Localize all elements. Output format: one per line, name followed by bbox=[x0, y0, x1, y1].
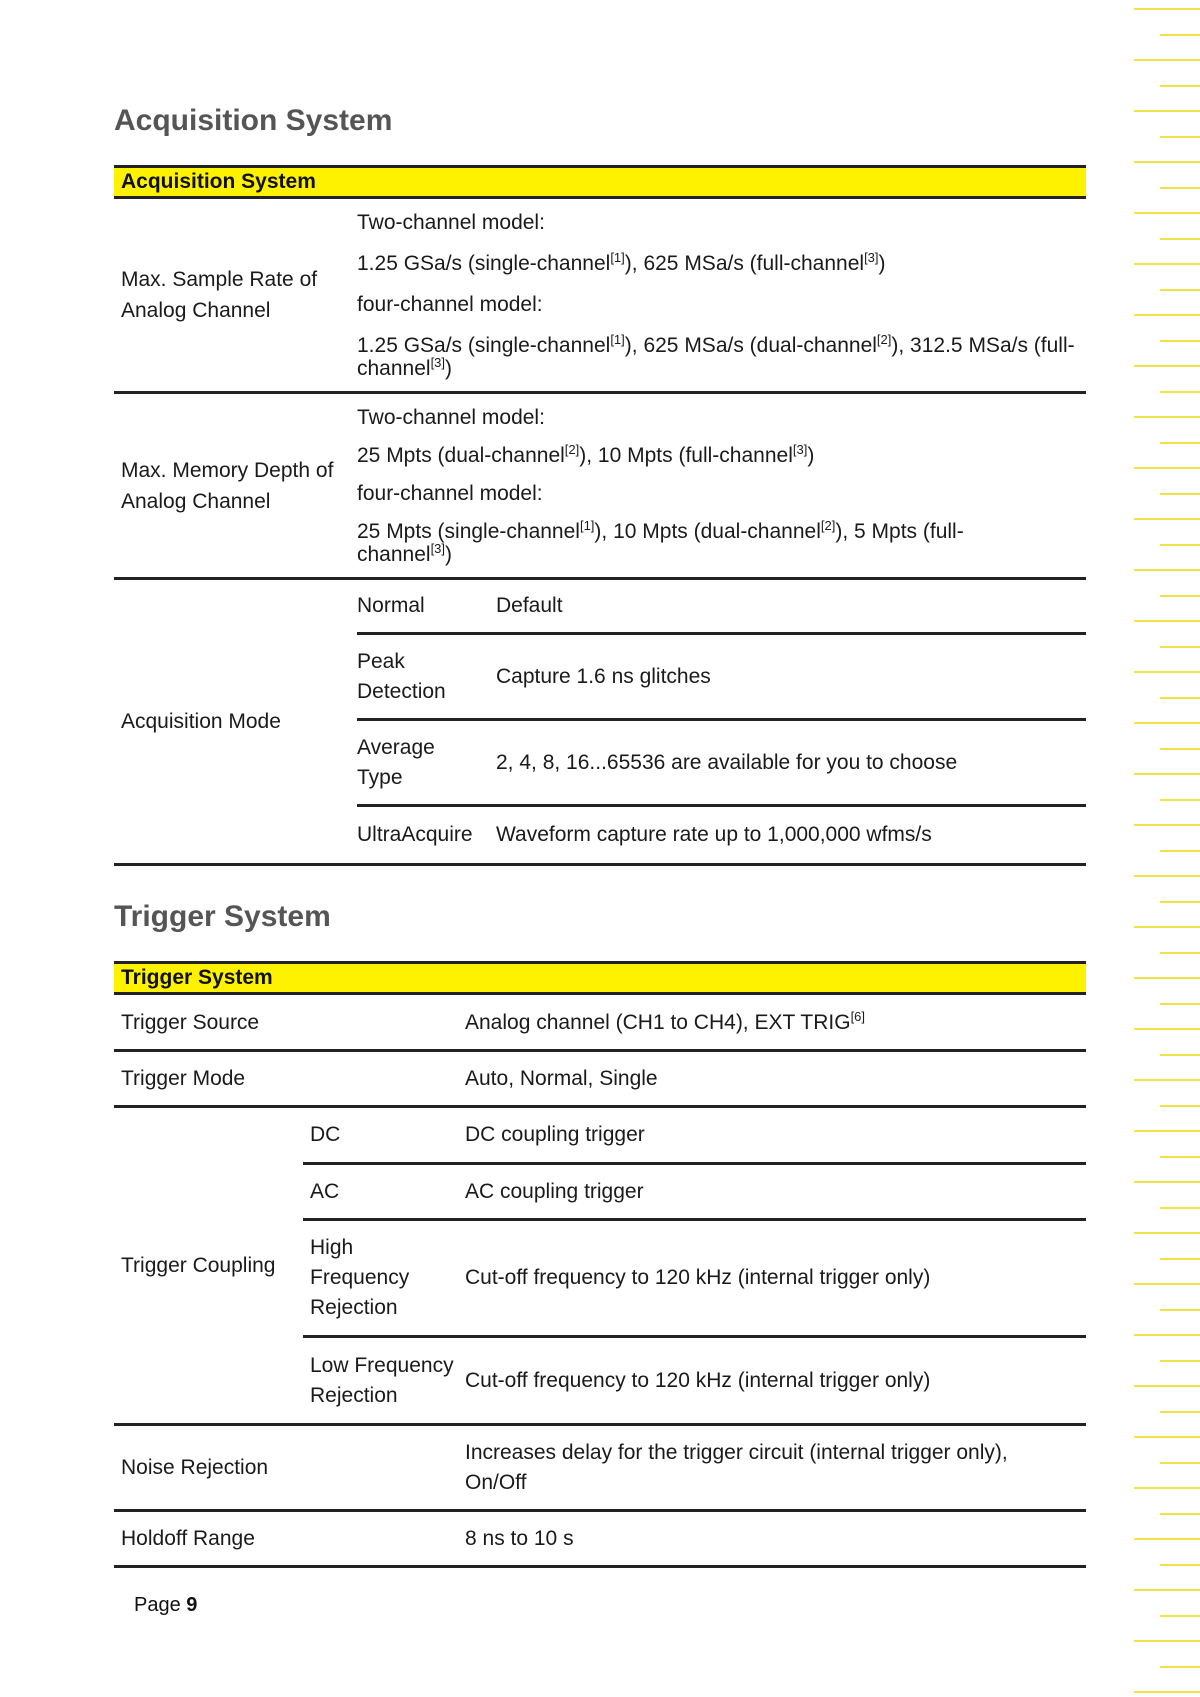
spec-row-trigger-coupling bbox=[114, 1108, 1086, 1426]
text: four-channel model: bbox=[357, 293, 543, 316]
row-label: Trigger Source bbox=[121, 1010, 260, 1034]
edge-dash bbox=[1134, 671, 1200, 673]
edge-dash bbox=[1160, 1360, 1200, 1362]
edge-dash bbox=[1160, 1156, 1200, 1158]
row-label: Trigger Coupling bbox=[121, 1254, 276, 1277]
coupling-item bbox=[303, 1162, 1086, 1218]
edge-dash bbox=[1160, 595, 1200, 597]
edge-dash bbox=[1160, 340, 1200, 342]
text: ), 312.5 MSa/s (full-channel bbox=[357, 334, 1075, 380]
edge-dash bbox=[1134, 1487, 1200, 1489]
spec-row-trigger-mode bbox=[114, 1052, 1086, 1108]
page-number-value: 9 bbox=[186, 1594, 198, 1616]
mode-desc: Waveform capture rate up to 1,000,000 wfms/s bbox=[496, 823, 932, 846]
edge-dash bbox=[1134, 1436, 1200, 1438]
row-value: Auto, Normal, Single bbox=[465, 1067, 658, 1090]
text: Two-channel model: bbox=[357, 406, 545, 429]
edge-dash bbox=[1134, 212, 1200, 214]
footnote-ref: [1] bbox=[610, 250, 625, 265]
edge-dash bbox=[1134, 8, 1200, 10]
coupling-name: High Frequency Rejection bbox=[310, 1236, 410, 1319]
row-label bbox=[114, 394, 357, 577]
row-label-text: Max. Sample Rate of Analog Channel bbox=[121, 268, 318, 322]
coupling-desc: Cut-off frequency to 120 kHz (internal trigger only) bbox=[465, 1368, 931, 1392]
edge-dash bbox=[1134, 1385, 1200, 1387]
value-line bbox=[357, 211, 1086, 234]
footnote-ref: [1] bbox=[610, 332, 625, 347]
coupling-name: AC bbox=[310, 1179, 340, 1203]
edge-dash bbox=[1134, 1640, 1200, 1642]
edge-dash bbox=[1134, 1181, 1200, 1183]
edge-dash bbox=[1134, 569, 1200, 571]
footnote-ref: [6] bbox=[850, 1008, 866, 1024]
edge-dash bbox=[1160, 391, 1200, 393]
spec-row-acquisition-mode bbox=[114, 580, 1086, 866]
page-label: Page bbox=[134, 1594, 181, 1616]
edge-dash bbox=[1160, 1666, 1200, 1668]
value-line bbox=[357, 520, 1037, 566]
row-value bbox=[357, 394, 1086, 577]
text: ) bbox=[807, 444, 815, 467]
edge-dash bbox=[1160, 646, 1200, 648]
value-line bbox=[357, 252, 1086, 275]
trigger-table bbox=[114, 961, 1086, 1568]
page-number bbox=[134, 1594, 197, 1617]
edge-dash bbox=[1160, 1411, 1200, 1413]
value-line bbox=[357, 334, 1086, 380]
mode-name: Average Type bbox=[357, 735, 435, 789]
edge-dash bbox=[1134, 1691, 1200, 1693]
spec-row-memory-depth bbox=[114, 394, 1086, 580]
edge-dash bbox=[1134, 1283, 1200, 1285]
text: ) bbox=[445, 543, 453, 566]
mode-item bbox=[357, 632, 1086, 718]
coupling-list bbox=[303, 1108, 1086, 1423]
edge-dash bbox=[1134, 59, 1200, 61]
footnote-ref: [2] bbox=[564, 442, 580, 457]
coupling-desc: DC coupling trigger bbox=[465, 1123, 645, 1146]
row-label: Noise Rejection bbox=[121, 1456, 269, 1479]
footnote-ref: [3] bbox=[430, 355, 446, 370]
mode-name: Normal bbox=[357, 594, 425, 617]
edge-dash bbox=[1160, 1564, 1200, 1566]
mode-name: UltraAcquire bbox=[357, 823, 473, 846]
mode-list bbox=[357, 580, 1086, 863]
row-value: 8 ns to 10 s bbox=[465, 1527, 574, 1550]
edge-dash bbox=[1160, 1054, 1200, 1056]
edge-dash bbox=[1134, 161, 1200, 163]
edge-dash bbox=[1134, 314, 1200, 316]
row-label: Trigger Mode bbox=[121, 1067, 246, 1090]
footnote-ref: [2] bbox=[820, 518, 836, 533]
spec-row-noise-rejection bbox=[114, 1426, 1086, 1512]
edge-dash bbox=[1160, 1207, 1200, 1209]
coupling-name: Low Frequency Rejection bbox=[310, 1353, 454, 1407]
row-value bbox=[357, 199, 1086, 391]
text: ), 5 Mpts (full-channel bbox=[357, 520, 964, 566]
edge-dash bbox=[1134, 1232, 1200, 1234]
value-line bbox=[357, 406, 1086, 429]
footnote-ref: [1] bbox=[579, 518, 595, 533]
edge-dash bbox=[1160, 1513, 1200, 1515]
section-title-acquisition: Acquisition System bbox=[114, 104, 393, 137]
edge-dash bbox=[1160, 850, 1200, 852]
mode-item bbox=[357, 580, 1086, 632]
edge-dash bbox=[1134, 365, 1200, 367]
edge-dash bbox=[1134, 1589, 1200, 1591]
edge-dash bbox=[1134, 1028, 1200, 1030]
edge-dash bbox=[1160, 34, 1200, 36]
edge-dash bbox=[1134, 1079, 1200, 1081]
edge-dash bbox=[1134, 875, 1200, 877]
edge-dash bbox=[1134, 263, 1200, 265]
coupling-name: DC bbox=[310, 1123, 341, 1146]
coupling-item bbox=[303, 1335, 1086, 1423]
edge-dash bbox=[1134, 467, 1200, 469]
edge-dash bbox=[1160, 1462, 1200, 1464]
section-title-trigger: Trigger System bbox=[114, 900, 331, 933]
text: 1.25 GSa/s (single-channel bbox=[357, 252, 611, 275]
coupling-desc: AC coupling trigger bbox=[465, 1179, 644, 1203]
edge-dash bbox=[1134, 722, 1200, 724]
acquisition-table bbox=[114, 165, 1086, 866]
footnote-ref: [3] bbox=[864, 250, 879, 265]
text: Analog channel (CH1 to CH4), EXT TRIG bbox=[465, 1010, 851, 1034]
edge-dash bbox=[1134, 773, 1200, 775]
table-header: Acquisition System bbox=[114, 165, 1086, 199]
value-line bbox=[357, 293, 1086, 316]
edge-dash bbox=[1160, 697, 1200, 699]
text: ), 10 Mpts (dual-channel bbox=[594, 520, 821, 543]
edge-dash bbox=[1160, 799, 1200, 801]
text: ), 10 Mpts (full-channel bbox=[579, 444, 793, 467]
edge-dash bbox=[1160, 136, 1200, 138]
edge-dash bbox=[1160, 901, 1200, 903]
row-value: Increases delay for the trigger circuit (internal trigger only), On/Off bbox=[465, 1440, 1008, 1494]
edge-dash bbox=[1160, 544, 1200, 546]
edge-dash bbox=[1134, 1130, 1200, 1132]
edge-dash bbox=[1160, 748, 1200, 750]
row-label: Holdoff Range bbox=[121, 1527, 255, 1550]
row-value bbox=[465, 1008, 866, 1034]
spec-row-sample-rate bbox=[114, 199, 1086, 394]
edge-dash bbox=[1134, 110, 1200, 112]
edge-dash bbox=[1160, 493, 1200, 495]
text: four-channel model: bbox=[357, 482, 543, 505]
edge-dash bbox=[1134, 977, 1200, 979]
edge-dash bbox=[1160, 85, 1200, 87]
edge-dash bbox=[1160, 187, 1200, 189]
mode-item bbox=[357, 804, 1086, 863]
edge-dash bbox=[1160, 1309, 1200, 1311]
value-line bbox=[357, 444, 1086, 467]
edge-dash bbox=[1160, 289, 1200, 291]
edge-dash bbox=[1134, 824, 1200, 826]
edge-dash bbox=[1160, 1003, 1200, 1005]
text: 25 Mpts (dual-channel bbox=[357, 444, 565, 467]
text: Two-channel model: bbox=[357, 211, 545, 234]
mode-desc: Default bbox=[496, 594, 563, 617]
coupling-item bbox=[303, 1108, 1086, 1162]
edge-dash bbox=[1160, 1258, 1200, 1260]
text: 1.25 GSa/s (single-channel bbox=[357, 334, 611, 357]
text: 25 Mpts (single-channel bbox=[357, 520, 580, 543]
mode-desc: 2, 4, 8, 16...65536 are available for you to choose bbox=[496, 750, 958, 774]
edge-dash bbox=[1134, 620, 1200, 622]
text: ), 625 MSa/s (full-channel bbox=[624, 252, 865, 275]
text: ) bbox=[878, 252, 886, 275]
row-label: Acquisition Mode bbox=[121, 710, 281, 733]
edge-dash bbox=[1134, 416, 1200, 418]
edge-dash bbox=[1134, 1334, 1200, 1336]
table-header: Trigger System bbox=[114, 961, 1086, 995]
edge-dash bbox=[1134, 1538, 1200, 1540]
mode-name: Peak Detection bbox=[357, 649, 446, 703]
text: ) bbox=[445, 357, 453, 380]
footnote-ref: [3] bbox=[430, 541, 446, 556]
edge-dash bbox=[1160, 238, 1200, 240]
row-label bbox=[114, 199, 357, 391]
spec-row-holdoff-range bbox=[114, 1512, 1086, 1568]
edge-dash bbox=[1160, 1105, 1200, 1107]
edge-dash bbox=[1160, 952, 1200, 954]
edge-decoration bbox=[1110, 0, 1200, 1697]
edge-dash bbox=[1160, 1615, 1200, 1617]
mode-item bbox=[357, 718, 1086, 804]
edge-dash bbox=[1160, 442, 1200, 444]
edge-dash bbox=[1134, 518, 1200, 520]
coupling-item bbox=[303, 1218, 1086, 1335]
coupling-desc: Cut-off frequency to 120 kHz (internal trigger only) bbox=[465, 1266, 931, 1289]
footnote-ref: [3] bbox=[792, 442, 808, 457]
mode-desc: Capture 1.6 ns glitches bbox=[496, 664, 711, 688]
spec-row-trigger-source bbox=[114, 995, 1086, 1052]
row-label-text: Max. Memory Depth of Analog Channel bbox=[121, 458, 334, 513]
edge-dash bbox=[1134, 926, 1200, 928]
value-line bbox=[357, 482, 1086, 505]
text: ), 625 MSa/s (dual-channel bbox=[624, 334, 877, 357]
footnote-ref: [2] bbox=[876, 332, 892, 347]
